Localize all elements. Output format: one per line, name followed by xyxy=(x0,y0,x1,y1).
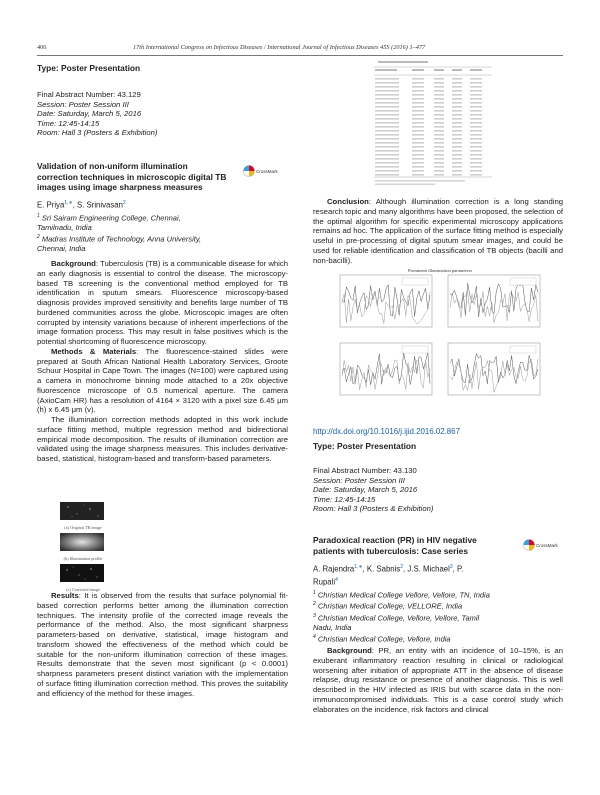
plot-series-line xyxy=(450,359,538,392)
table-cell-placeholder xyxy=(470,158,482,160)
author-name: K. Sabnis xyxy=(366,564,401,574)
table-cell-placeholder xyxy=(470,90,482,92)
table-cell-placeholder xyxy=(452,82,462,84)
table-cell-placeholder xyxy=(412,150,424,152)
table-cell-placeholder xyxy=(375,150,399,152)
corrected-image xyxy=(60,564,104,582)
session: Session: Poster Session III xyxy=(313,475,405,485)
svg-text:CrossMark: CrossMark xyxy=(256,169,278,174)
table-cell-placeholder xyxy=(375,154,399,156)
table-cell-placeholder xyxy=(412,102,424,104)
table-cell-placeholder xyxy=(434,126,444,128)
table-cell-placeholder xyxy=(470,86,482,88)
table-cell-placeholder xyxy=(434,118,444,120)
author-name: A. Rajendra xyxy=(313,564,355,574)
table-cell-placeholder xyxy=(452,170,462,172)
table-cell-placeholder xyxy=(434,86,444,88)
table-cell-placeholder xyxy=(470,106,482,108)
abstract-title-2 xyxy=(313,535,528,556)
illumination-parameters-figure xyxy=(330,268,550,408)
table-cell-placeholder xyxy=(434,174,444,176)
affiliation-line: Christian Medical College, VELLORE, India xyxy=(317,601,463,611)
authors-2 xyxy=(313,562,553,587)
table-cell-placeholder xyxy=(412,94,424,96)
figure-caption: (b) Illumination profile xyxy=(63,556,103,561)
table-cell-placeholder xyxy=(452,158,462,160)
affiliation-line: Tamilnadu, India xyxy=(37,223,92,233)
table-cell-placeholder xyxy=(412,82,424,84)
abstract-meta-1 xyxy=(37,90,157,138)
results-label: Results xyxy=(51,591,79,600)
table-cell-placeholder xyxy=(452,86,462,88)
plot-series-line xyxy=(450,354,538,384)
conclusion-label: Conclusion xyxy=(327,197,369,206)
title-line: Paradoxical reaction (PR) in HIV negative xyxy=(313,535,477,545)
table-cell-placeholder xyxy=(375,122,399,124)
table-cell-placeholder xyxy=(375,170,399,172)
author-separator: , xyxy=(452,564,457,574)
affiliation-superscript: 2 xyxy=(37,234,40,241)
results-paragraph xyxy=(37,591,288,698)
background-label: Background xyxy=(51,259,96,268)
table-cell-placeholder xyxy=(375,114,399,116)
table-cell-placeholder xyxy=(434,134,444,136)
table-cell-placeholder xyxy=(412,126,424,128)
results-section xyxy=(37,591,288,698)
plot-legend xyxy=(510,278,536,285)
conclusion-section xyxy=(313,197,563,265)
results-text: : It is observed from the results that surface polynomial fit-based correction performs better among the illumination correction techniques. The intensity profile of the corrected image reveals the performance of the method. Also, the most significant sharpness parameters-based on derivative, statistical, image histogram and transform showed the effectiveness of the method which could be suitable for the non-uniform illumination correction of these images. Results demonstrate that the seven most significant (p < 0.0001) sharpness parameters present distinct variation with the implementation of surface fitting illumination correction method. This proves the suitability and efficiency of the method for these images. xyxy=(37,591,288,698)
title-line: Validation of non-uniform illumination xyxy=(37,161,188,171)
table-cell-placeholder xyxy=(412,78,424,80)
affiliation-superscript: 3 xyxy=(313,612,316,619)
table-cell-placeholder xyxy=(470,150,482,152)
title-line: correction techniques in microscopic digital TB xyxy=(37,171,227,182)
table-cell-placeholder xyxy=(470,110,482,112)
table-cell-placeholder xyxy=(470,174,482,176)
table-cell-placeholder xyxy=(412,98,424,100)
chart-panel-title: Prominent illumination parameters xyxy=(407,268,473,273)
table-cell-placeholder xyxy=(470,98,482,100)
abstract-meta-2 xyxy=(313,466,433,514)
table-cell-placeholder xyxy=(412,138,424,140)
table-cell-placeholder xyxy=(452,94,462,96)
table-cell-placeholder xyxy=(452,118,462,120)
table-cell-placeholder xyxy=(452,146,462,148)
affiliations-1 xyxy=(37,212,262,254)
table-cell-placeholder xyxy=(375,146,399,148)
svg-text:CrossMark: CrossMark xyxy=(536,543,558,548)
affiliation-line: Sri Sairam Engineering College, Chennai, xyxy=(41,213,181,223)
table-cell-placeholder xyxy=(412,110,424,112)
table-cell-placeholder xyxy=(375,106,399,108)
table-cell-placeholder xyxy=(470,130,482,132)
table-cell-placeholder xyxy=(452,102,462,104)
table-cell-placeholder xyxy=(375,110,399,112)
table-cell-placeholder xyxy=(434,138,444,140)
table-cell-placeholder xyxy=(470,146,482,148)
background-text: : Tuberculosis (TB) is a communicable disease for which an early diagnosis is essential to control the disease. The microscopy-based TB screening is the conventional method employed for TB identification in sputum smears. Fluorescence microscopy-based diagnosis provides improved sensitivity and benefits large number of TB burdened communities across the globe. Microscopic images are often corrupted by intensity variations because of inherent imperfections of the image formation process. This may result in false positives which is the potential shortcoming of fluorescence microscopy. xyxy=(37,259,288,346)
table-cell-placeholder xyxy=(470,94,482,96)
author-separator: , xyxy=(403,564,408,574)
header-rule xyxy=(37,55,563,56)
affiliation-superscript: 1 xyxy=(37,213,40,219)
author-separator: , xyxy=(72,200,77,210)
table-cell-placeholder xyxy=(434,154,444,156)
table-cell-placeholder xyxy=(452,126,462,128)
table-cell-placeholder xyxy=(412,118,424,120)
table-cell-placeholder xyxy=(375,130,399,132)
table-cell-placeholder xyxy=(412,122,424,124)
room: Room: Hall 3 (Posters & Exhibition) xyxy=(313,504,434,513)
table-cell-placeholder xyxy=(434,106,444,108)
author-superscript: 3 xyxy=(449,564,453,570)
plot-legend xyxy=(402,346,428,353)
abstract-body-2 xyxy=(313,646,563,714)
table-cell-placeholder xyxy=(470,118,482,120)
figure-caption: (a) Original TB image xyxy=(64,525,102,530)
table-cell-placeholder xyxy=(452,150,462,152)
plot-series-line xyxy=(342,292,430,324)
table-cell-placeholder xyxy=(375,98,399,100)
doi-link-1[interactable]: http://dx.doi.org/10.1016/j.ijid.2016.02.867 xyxy=(313,427,460,436)
author-name: Rupali xyxy=(313,577,336,587)
table-cell-placeholder xyxy=(434,122,444,124)
table-cell-placeholder xyxy=(434,110,444,112)
crossmark-logo[interactable] xyxy=(243,163,278,179)
type-label-1: Type: Poster Presentation xyxy=(37,63,141,73)
table-cell-placeholder xyxy=(375,86,399,88)
table-cell-placeholder xyxy=(452,174,462,176)
conclusion-paragraph xyxy=(313,197,563,265)
date: Date: Saturday, March 5, 2016 xyxy=(313,485,418,494)
author-name: J.S. Michael xyxy=(407,564,450,574)
table-cell-placeholder xyxy=(375,158,399,160)
table-cell-placeholder xyxy=(452,130,462,132)
figure-caption: (c) Corrected image xyxy=(66,587,100,592)
microscopy-figure xyxy=(60,502,106,592)
table-cell-placeholder xyxy=(375,102,399,104)
table-cell-placeholder xyxy=(470,162,482,164)
room: Room: Hall 3 (Posters & Exhibition) xyxy=(37,128,158,137)
author-name: E. Priya xyxy=(37,200,65,210)
table-cell-placeholder xyxy=(412,154,424,156)
table-cell-placeholder xyxy=(470,134,482,136)
affiliation-superscript: 2 xyxy=(313,601,316,608)
table-cell-placeholder xyxy=(434,166,444,168)
abstract-body-1 xyxy=(37,259,288,464)
table-cell-placeholder xyxy=(452,142,462,144)
table-cell-placeholder xyxy=(470,122,482,124)
table-cell-placeholder xyxy=(470,170,482,172)
table-cell-placeholder xyxy=(434,130,444,132)
methods-paragraph-2: The illumination correction methods adopted in this work include surface fitting method, multiple regression method and bidirectional empirical mode decomposition. The results of illumination correction are validated using the image sharpness measures. This includes derivative-based, statistical, histogram-based and transform-based parameters. xyxy=(37,415,288,463)
author-superscript: 2 xyxy=(400,564,404,570)
table-cell-placeholder xyxy=(412,134,424,136)
table-cell-placeholder xyxy=(375,142,399,144)
table-cell-placeholder xyxy=(434,94,444,96)
type-label-2: Type: Poster Presentation xyxy=(313,441,417,451)
table-cell-placeholder xyxy=(470,82,482,84)
methods-paragraph xyxy=(37,347,288,415)
table-cell-placeholder xyxy=(470,142,482,144)
conclusion-text: : Although illumination correction is a long standing research topic and many algorithms have been proposed, the selection of the optimal algorithm for specific experimental microscopy applications remains ad hoc. The application of the surface fitting method is especially useful in pre-processing of digital sputum smear images, and could be used for reliable identification and classification of TB objects (bacilli and non-bacilli). xyxy=(313,197,563,265)
table-cell-placeholder xyxy=(434,114,444,116)
background-paragraph xyxy=(313,646,563,714)
table-cell-placeholder xyxy=(375,82,399,84)
table-cell-placeholder xyxy=(434,146,444,148)
table-cell-placeholder xyxy=(452,98,462,100)
table-cell-placeholder xyxy=(470,102,482,104)
table-cell-placeholder xyxy=(470,138,482,140)
abstract-title-1 xyxy=(37,161,252,193)
plot-series-line xyxy=(342,285,430,317)
table-cell-placeholder xyxy=(434,90,444,92)
table-cell-placeholder xyxy=(412,158,424,160)
table-cell-placeholder xyxy=(434,142,444,144)
table-cell-placeholder xyxy=(412,174,424,176)
table-cell-placeholder xyxy=(375,78,399,80)
table-cell-placeholder xyxy=(375,126,399,128)
affiliation-line: Christian Medical College Vellore, Vellore, TN, India xyxy=(317,590,490,600)
table-cell-placeholder xyxy=(375,90,399,92)
table-cell-placeholder xyxy=(452,166,462,168)
time: Time: 12:45-14:15 xyxy=(313,494,376,504)
chart-grid xyxy=(330,273,550,407)
table-cell-placeholder xyxy=(434,150,444,152)
table-cell-placeholder xyxy=(412,106,424,108)
table-cell-placeholder xyxy=(375,166,399,168)
plot-legend xyxy=(402,278,428,285)
table-cell-placeholder xyxy=(452,110,462,112)
table-cell-placeholder xyxy=(434,98,444,100)
table-cell-placeholder xyxy=(470,166,482,168)
session: Session: Poster Session III xyxy=(37,99,129,109)
author-name: S. Srinivasan xyxy=(77,200,123,210)
plot-series-line xyxy=(450,291,538,323)
table-cell-placeholder xyxy=(452,78,462,80)
author-name: P. xyxy=(456,564,464,574)
table-cell-placeholder xyxy=(434,162,444,164)
table-cell-placeholder xyxy=(412,114,424,116)
table-cell-placeholder xyxy=(434,170,444,172)
affiliations-2 xyxy=(313,589,558,644)
table-cell-placeholder xyxy=(434,78,444,80)
author-superscript: 1,∗ xyxy=(354,564,363,570)
title-line: patients with tuberculosis: Case series xyxy=(313,545,468,556)
original-tb-image xyxy=(60,502,104,520)
table-cell-placeholder xyxy=(375,94,399,96)
author-separator: , xyxy=(362,564,367,574)
table-cell-placeholder xyxy=(452,138,462,140)
affiliation-superscript: 4 xyxy=(313,633,316,640)
table-cell-placeholder xyxy=(470,154,482,156)
table-cell-placeholder xyxy=(412,166,424,168)
author-superscript: 1,∗ xyxy=(64,200,73,206)
table-cell-placeholder xyxy=(434,82,444,84)
table-cell-placeholder xyxy=(434,102,444,104)
table-cell-placeholder xyxy=(412,170,424,172)
table-cell-placeholder xyxy=(375,134,399,136)
table-cell-placeholder xyxy=(412,90,424,92)
table-cell-placeholder xyxy=(375,162,399,164)
background-text: : PR, an entity with an incidence of 10–15%, is an exuberant inflammatory reaction resulting in clinical or radiological worsening after initiation of appropriate ATT in the absence of disease relapse, drug resistance or presence of another diagnosis. This is well described in the HIV infected as IRIS but with scarce data in the non-immunocompromised individuals. This is a case control study which elaborates on the incidence, risk factors and clinical xyxy=(313,646,563,714)
table-cell-placeholder xyxy=(452,162,462,164)
table-cell-placeholder xyxy=(452,106,462,108)
table-cell-placeholder xyxy=(452,154,462,156)
authors-1 xyxy=(37,198,126,211)
table-cell-placeholder xyxy=(452,114,462,116)
table-cell-placeholder xyxy=(375,138,399,140)
table-cell-placeholder xyxy=(470,126,482,128)
affiliation-line: Chennai, India xyxy=(37,244,86,254)
time: Time: 12:45-14:15 xyxy=(37,118,100,128)
sharpness-table-figure xyxy=(372,59,494,187)
date: Date: Saturday, March 5, 2016 xyxy=(37,109,142,118)
table-cell-placeholder xyxy=(412,142,424,144)
methods-label: Methods & Materials xyxy=(51,346,137,356)
illumination-profile-image xyxy=(60,533,104,551)
affiliation-line: Nadu, India xyxy=(313,622,352,632)
title-line: images using image sharpness measures xyxy=(37,182,203,193)
table-cell-placeholder xyxy=(470,114,482,116)
table-cell-placeholder xyxy=(452,90,462,92)
author-superscript: 2 xyxy=(122,200,126,206)
background-label: Background xyxy=(327,646,372,655)
table-cell-placeholder xyxy=(452,134,462,136)
table-cell-placeholder xyxy=(412,162,424,164)
author-superscript: 4 xyxy=(335,576,338,583)
affiliation-line: Madras Institute of Technology, Anna University, xyxy=(41,234,202,244)
affiliation-line: Christian Medical College, Vellore, Vellore, Tamil xyxy=(317,613,480,623)
crossmark-logo[interactable] xyxy=(523,537,558,553)
journal-citation: 17th International Congress on Infectious Diseases / International Journal of Infectious Diseases 45S (2016) 1–477 xyxy=(133,44,426,51)
plot-series-line xyxy=(450,283,538,317)
affiliation-line: Christian Medical College, Vellore, India xyxy=(317,634,451,644)
table-cell-placeholder xyxy=(375,174,399,176)
plot-legend xyxy=(510,346,536,353)
plot-series-line xyxy=(342,360,430,390)
table-cell-placeholder xyxy=(412,86,424,88)
table-cell-placeholder xyxy=(412,130,424,132)
page-number: 406 xyxy=(37,44,47,51)
table-cell-placeholder xyxy=(470,78,482,80)
background-paragraph xyxy=(37,259,288,347)
table-cell-placeholder xyxy=(434,158,444,160)
abstract-number: Final Abstract Number: 43.130 xyxy=(313,466,417,475)
table-cell-placeholder xyxy=(452,122,462,124)
abstract-number: Final Abstract Number: 43.129 xyxy=(37,90,141,99)
methods-text: : The fluorescence-stained slides were prepared at South African National Health Laboratory Services, Groote Schuur Hospital in Cape Town. The images (N=100) were captured using a camera in monochrome binning mode attached to a 20x objective fluorescence microscope of 0.5 numerical aperture. The camera (AxioCam HR) has a resolution of 4164 × 3120 with a pixel size 6.45 μm (h) x 6.45 μm (v). xyxy=(37,346,288,415)
affiliation-superscript: 1 xyxy=(313,590,316,596)
table-cell-placeholder xyxy=(375,118,399,120)
table-cell-placeholder xyxy=(412,146,424,148)
